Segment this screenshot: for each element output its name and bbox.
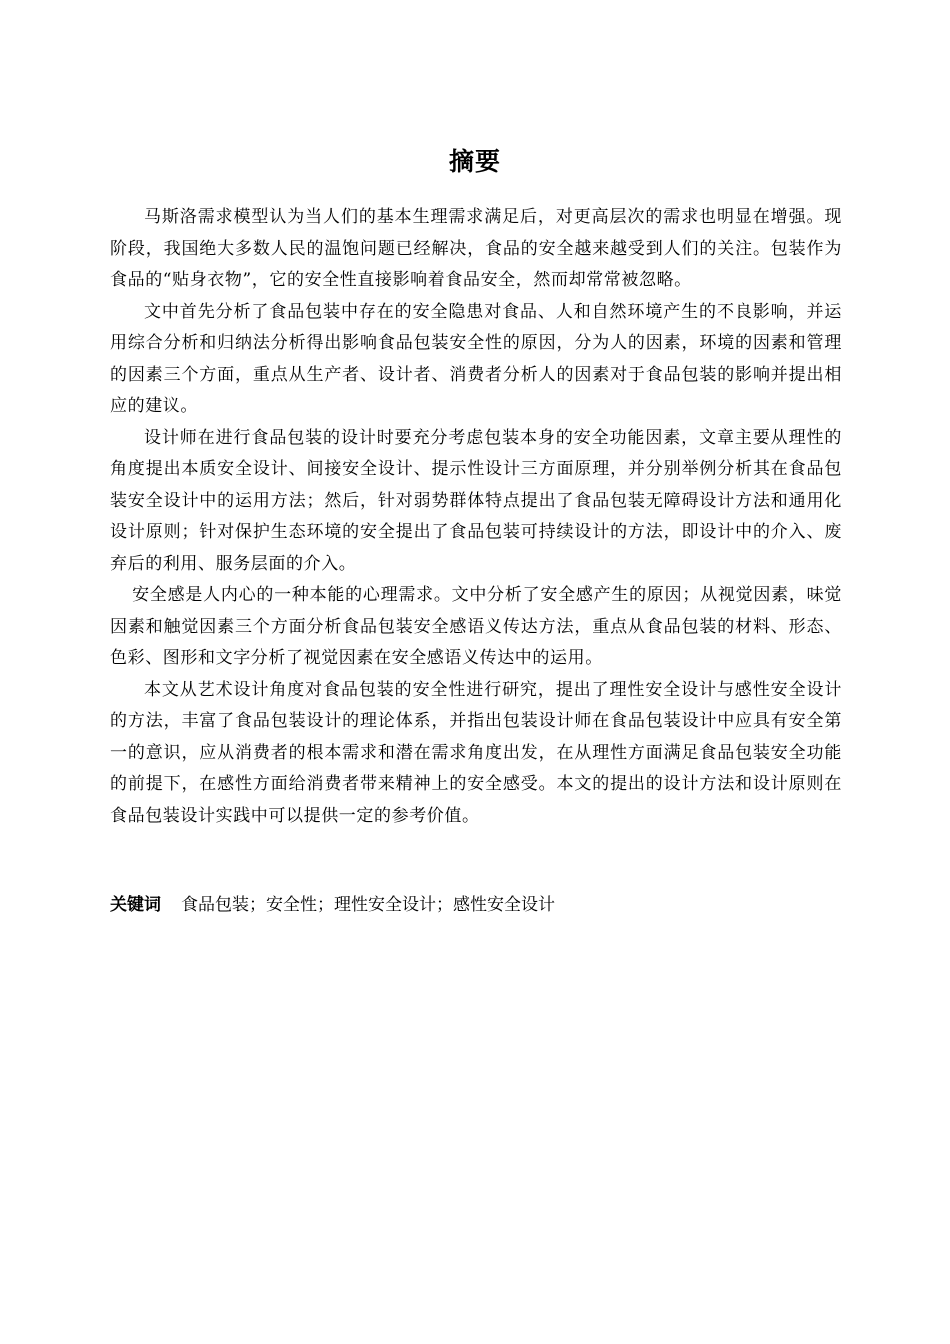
- paragraph-2: 文中首先分析了食品包装中存在的安全隐患对食品、人和自然环境产生的不良影响，并运用综合分析和归纳法分析得出影响食品包装安全性的原因，分为人的因素，环境的因素和管理的因素三个方面，重点从生产者、设计者、消费者分析人的因素对于食品包装的影响并提出相应的建议。: [110, 301, 842, 416]
- page-title: 摘要: [448, 147, 501, 176]
- paragraph-1: 马斯洛需求模型认为当人们的基本生理需求满足后，对更高层次的需求也明显在增强。现阶段，我国绝大多数人民的温饱问题已经解决，食品的安全越来越受到人们的关注。包装作为食品的“贴身衣物”，它的安全性直接影响着食品安全，然而却常常被忽略。: [110, 207, 842, 290]
- paragraph-4: 安全感是人内心的一种本能的心理需求。文中分析了安全感产生的原因；从视觉因素，味觉因素和触觉因素三个方面分析食品包装安全感语义传达方法，重点从食品包装的材料、形态、色彩、图形和文字分析了视觉因素在安全感语义传达中的运用。: [110, 585, 842, 668]
- keywords-label: 关键词: [110, 895, 161, 915]
- keywords-line: [110, 890, 842, 921]
- keywords-value: 食品包装；安全性；理性安全设计；感性安全设计: [181, 895, 555, 915]
- abstract-body: [110, 202, 842, 832]
- paragraph-3: 设计师在进行食品包装的设计时要充分考虑包装本身的安全功能因素，文章主要从理性的角度提出本质安全设计、间接安全设计、提示性设计三方面原理，并分别举例分析其在食品包装安全设计中的运用方法；然后，针对弱势群体特点提出了食品包装无障碍设计方法和通用化设计原则；针对保护生态环境的安全提出了食品包装可持续设计的方法，即设计中的介入、废弃后的利用、服务层面的介入。: [110, 427, 842, 574]
- paragraph-5: 本文从艺术设计角度对食品包装的安全性进行研究，提出了理性安全设计与感性安全设计的方法，丰富了食品包装设计的理论体系，并指出包装设计师在食品包装设计中应具有安全第一的意识，应从消费者的根本需求和潜在需求角度出发，在从理性方面满足食品包装安全功能的前提下，在感性方面给消费者带来精神上的安全感受。本文的提出的设计方法和设计原则在食品包装设计实践中可以提供一定的参考价值。: [110, 679, 842, 826]
